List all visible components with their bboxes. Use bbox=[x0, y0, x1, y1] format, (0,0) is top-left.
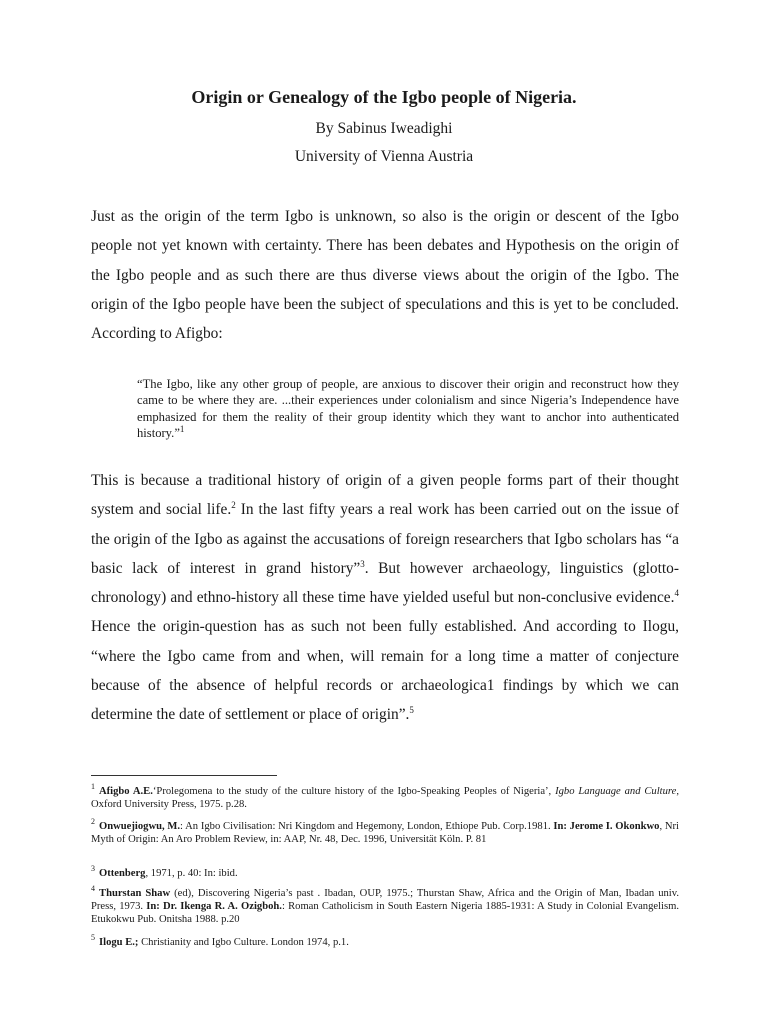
page-title: Origin or Genealogy of the Igbo people of Nigeria. bbox=[191, 87, 577, 107]
footnote-ref[interactable]: 4 bbox=[674, 588, 679, 599]
body-text: Hence the origin-question has as such not been fully established. And according to Ilogu, “where the Igbo came from and when, will remain for a long time a matter of conjecture because of the absence of helpful records or archaeologica1 findings by which we can determine the date of settlement or place of origin”. bbox=[91, 618, 679, 724]
body-paragraph bbox=[91, 466, 679, 730]
body-text: In the last fifty years a real work has been carried out on the issue of the origin of the Igbo as against the accusations of foreign researchers that Igbo scholars has “a basic lack of interest in grand history” bbox=[91, 501, 679, 577]
footnote-divider bbox=[91, 775, 277, 776]
footnote-ref[interactable]: 2 bbox=[231, 500, 236, 511]
footnote-number: 3 bbox=[91, 864, 95, 874]
footnote-ref[interactable]: 3 bbox=[360, 558, 365, 569]
footnote-author: Ilogu E.; bbox=[99, 937, 139, 948]
footnote-author: Thurstan Shaw bbox=[99, 888, 171, 899]
footnote-item bbox=[91, 884, 679, 926]
footnote-number: 5 bbox=[91, 933, 95, 943]
footnote-author: Afigbo A.E. bbox=[99, 786, 153, 797]
body-text: This is because a traditional history of origin of a given people forms part of their thought system and social life. bbox=[91, 472, 679, 519]
body-text: . But however archaeology, linguistics (glotto-chronology) and ethno-history all these time have yielded useful but non-conclusive evidence. bbox=[91, 559, 680, 607]
footnote-text: : An Igbo Civilisation: Nri Kingdom and Hegemony, London, Ethiope Pub. Corp.1981. bbox=[180, 821, 554, 832]
footnote-text: , Nri Myth of Origin: An Aro Problem Review, in: AAP, Nr. 48, Dec. 1996, Universität Köln. P. 81 bbox=[91, 821, 679, 845]
footnote-text: Christianity and Igbo Culture. London 1974, p.1. bbox=[138, 937, 349, 948]
footnote-item bbox=[91, 782, 679, 811]
footnote-number: 4 bbox=[91, 884, 95, 894]
footnote-item bbox=[91, 817, 679, 846]
footnote-number: 2 bbox=[91, 817, 95, 827]
footnote-ref[interactable]: 5 bbox=[409, 705, 414, 716]
footnote-author: Onwuejiogwu, M. bbox=[99, 821, 181, 832]
quote-text: “The Igbo, like any other group of people, are anxious to discover their origin and reconstruct how they came to be where they are. ...their experiences under colonialism and since Nigeria’s Independence have emphasized for them the reality of their group identity which they want to anchor into authenticated history.” bbox=[137, 377, 679, 441]
footnote-item bbox=[91, 864, 679, 880]
footnote-ref[interactable]: 1 bbox=[179, 424, 185, 435]
footnote-secondary-author: In: Dr. Ikenga R. A. Ozigboh. bbox=[146, 901, 282, 912]
author-byline: By Sabinus Iweadighi bbox=[315, 120, 453, 137]
footnote-text: ‘Prolegomena to the study of the culture history of the Igbo-Speaking Peoples of Nigeria’, bbox=[152, 786, 556, 797]
footnote-text: (ed), Discovering Nigeria’s past . Ibadan, OUP, 1975.; Thurstan Shaw, Africa and the Origin of Man, Ibadan univ. Press, 1973. bbox=[91, 888, 679, 912]
footnote-number: 1 bbox=[91, 782, 95, 792]
footnote-secondary-author: In: Jerome I. Okonkwo bbox=[553, 821, 660, 832]
block-quote bbox=[137, 376, 679, 442]
intro-paragraph: Just as the origin of the term Igbo is unknown, so also is the origin or descent of the Igbo people not yet known with certainty. There has been debates and Hypothesis on the origin of the Igbo people and as such there are thus diverse views about the origin of the Igbo. The origin of the Igbo people have been the subject of speculations and this is yet to be concluded. According to Afigbo: bbox=[91, 208, 679, 343]
footnote-text: : Roman Catholicism in South Eastern Nigeria 1885-1931: A Study in Colonial Evangelism. Etukokwu Pub. Onitsha 1988. p.20 bbox=[91, 901, 679, 925]
footnote-work-title: Igbo Language and Culture bbox=[555, 786, 677, 797]
footnote-text: , 1971, p. 40: In: ibid. bbox=[145, 868, 238, 879]
author-affiliation: University of Vienna Austria bbox=[294, 148, 474, 165]
footnote-text: , Oxford University Press, 1975. p.28. bbox=[91, 786, 679, 810]
footnote-item bbox=[91, 933, 679, 949]
footnote-author: Ottenberg bbox=[99, 868, 146, 879]
